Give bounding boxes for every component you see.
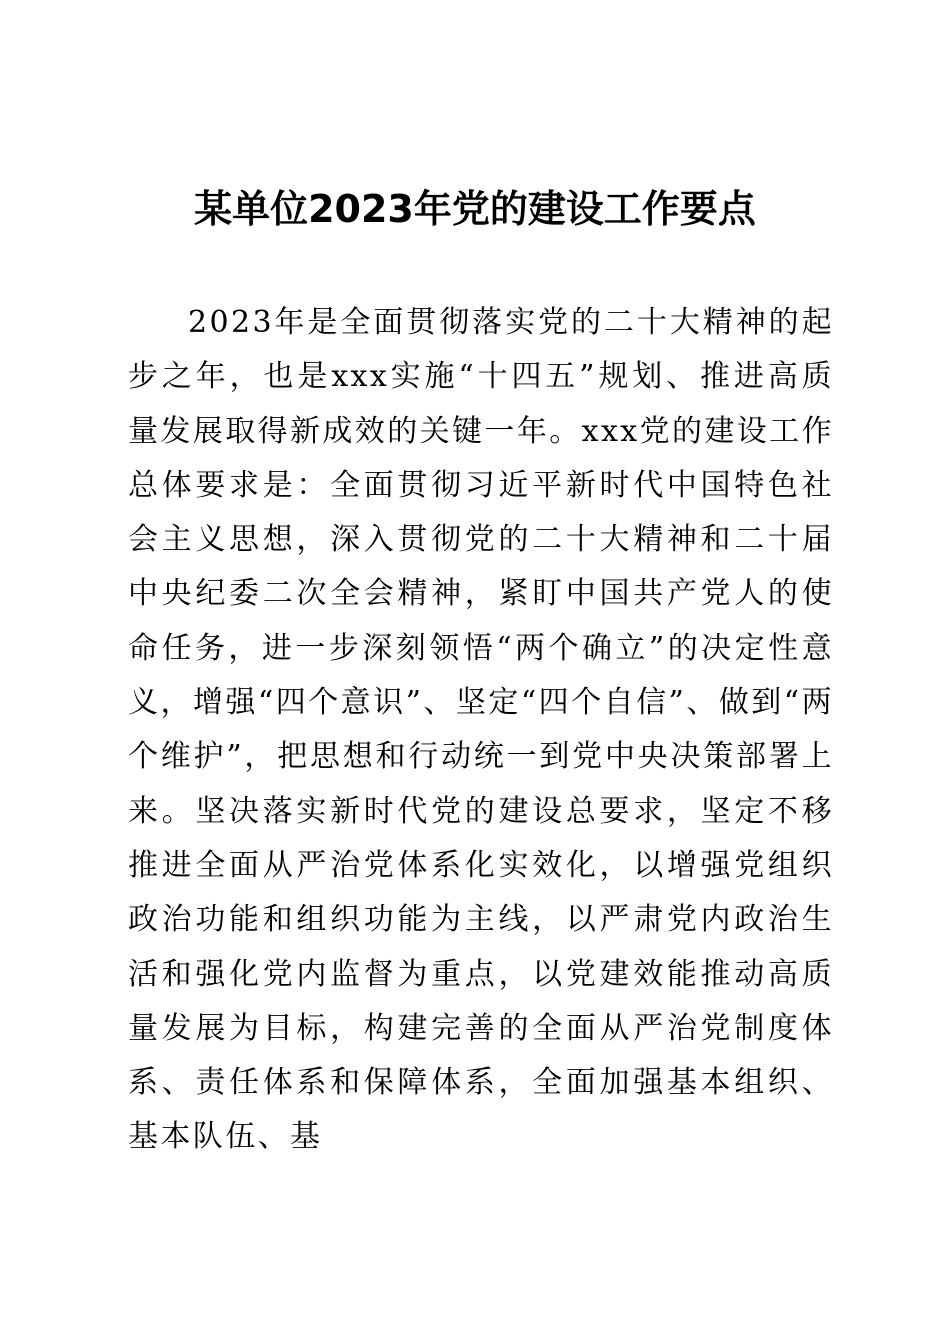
body-paragraph: 2023年是全面贯彻落实党的二十大精神的起步之年，也是xxx实施“十四五”规划、推进高质量发展取得新成效的关键一年。xxx党的建设工作总体要求是：全面贯彻习近平新时代中国特色社会主义思想，深入贯彻党的二十大精神和二十届中央纪委二次全会精神，紧盯中国共产党人的使命任务，进一步深刻领悟“两个确立”的决定性意义，增强“四个意识”、坚定“四个自信”、做到“两个维护”，把思想和行动统一到党中央决策部署上来。坚决落实新时代党的建设总要求，坚定不移推进全面从严治党体系化实效化，以增强党组织政治功能和组织功能为主线，以严肃党内政治生活和强化党内监督为重点，以党建效能推动高质量发展为目标，构建完善的全面从严治党制度体系、责任体系和保障体系，全面加强基本组织、基本队伍、基 [128, 305, 834, 1155]
document-title: 某单位2023年党的建设工作要点 [194, 187, 756, 231]
